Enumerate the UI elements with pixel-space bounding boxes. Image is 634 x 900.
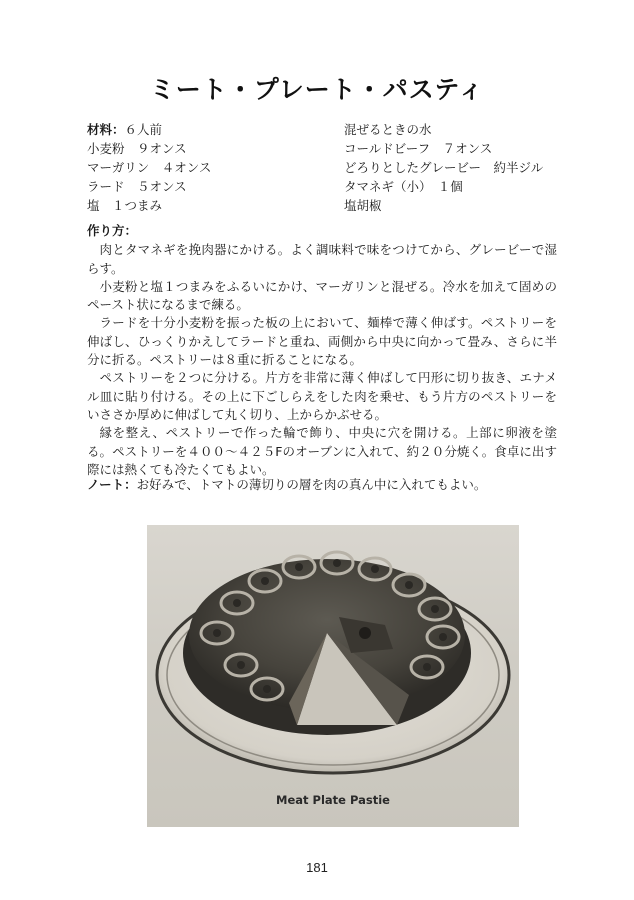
- ingredient-text: 塩 １つまみ: [87, 198, 163, 213]
- pastie-illustration: [147, 525, 519, 827]
- ingredient-line: [87, 158, 211, 177]
- note-text: お好みで、トマトの薄切りの層を肉の真ん中に入れてもよい。: [136, 477, 487, 492]
- ingredients-right-column: [344, 120, 543, 215]
- method-paragraph: 小麦粉と塩１つまみをふるいにかけ、マーガリンと混ぜる。冷水を加えて固めのペースト状になるまで練る。: [87, 278, 557, 313]
- method-paragraph: 縁を整え、ペストリーで作った輪で飾り、中央に穴を開ける。上部に卵液を塗る。ペストリーを４００〜４２５Fのオーブンに入れて、約２０分焼く。食卓に出す際には熱くても冷たくてもよい。: [87, 425, 557, 477]
- method-section: [87, 222, 557, 479]
- ingredient-text: 小麦粉 ９オンス: [87, 141, 187, 156]
- ingredient-line: タマネギ（小） １個: [344, 179, 463, 194]
- ingredients-left-column: [87, 120, 211, 215]
- page-title: ミート・プレート・パスティ: [149, 75, 485, 104]
- ingredient-line: コールドビーフ ７オンス: [344, 141, 493, 156]
- ingredient-text: ラード ５オンス: [87, 179, 187, 194]
- ingredient-line: どろりとしたグレービー 約半ジル: [344, 160, 544, 175]
- photo-caption: Meat Plate Pastie: [276, 793, 390, 807]
- ingredient-line: 塩胡椒: [344, 198, 382, 213]
- method-paragraph: 肉とタマネギを挽肉器にかける。よく調味料で味をつけてから、グレービーで湿らす。: [87, 242, 557, 276]
- ingredient-text: ６人前: [124, 122, 163, 137]
- ingredient-line: 混ぜるときの水: [344, 122, 432, 137]
- method-paragraph: ラードを十分小麦粉を振った板の上において、麺棒で薄く伸ばす。ペストリーを伸ばし、ひっくりかえしてラードと重ね、両側から中央に向かって畳み、さらに半分に折る。ペストリーは８重に折ることになる。: [87, 315, 557, 368]
- method-heading: 作り方：: [87, 223, 138, 238]
- ingredient-line: [87, 120, 211, 139]
- ingredient-line: [87, 196, 211, 215]
- ingredient-line: [87, 177, 211, 196]
- pastie-photo: [147, 525, 519, 827]
- note-section: [87, 476, 557, 494]
- ingredients-label: 材料：: [87, 122, 125, 137]
- page-number: 181: [306, 860, 328, 875]
- ingredient-text: マーガリン ４オンス: [87, 160, 212, 175]
- ingredient-line: [87, 139, 211, 158]
- note-label: ノート：: [87, 477, 137, 492]
- method-paragraph: ペストリーを２つに分ける。片方を非常に薄く伸ばして円形に切り抜き、エナメル皿に貼り付ける。その上に下ごしらえをした肉を乗せ、もう片方のペストリーをいささか厚めに伸ばして丸く切り、上からかぶせる。: [87, 370, 557, 422]
